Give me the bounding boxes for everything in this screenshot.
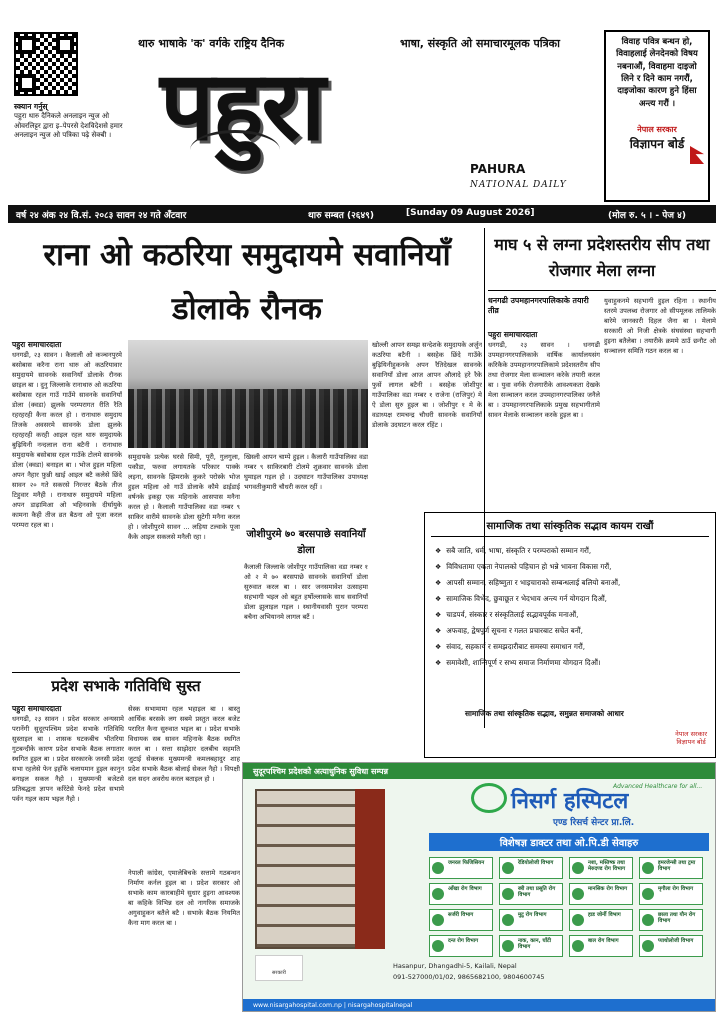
service-item: इमरजेन्सी तथा ट्रमा विभाग <box>639 857 703 879</box>
list-item: ❖ समावेशी, शान्तिपूर्ण र सभ्य समाज निर्माणमा योगदान दिऔं। <box>435 655 707 671</box>
dowry-ad-board: विज्ञापन बोर्ड <box>629 136 685 151</box>
qr-note <box>14 102 126 140</box>
list-item: ❖ चाडपर्व, संस्कार र संस्कृतिलाई सद्भावपूर्वक मनाऔं, <box>435 607 707 623</box>
newspaper-subtitle: NATIONAL DAILY <box>470 180 567 190</box>
service-item: सर्जरी विभाग <box>429 909 493 931</box>
service-item: दन्त रोग विभाग <box>429 935 493 957</box>
tagline-right: भाषा, संस्कृति ओ समाचारमूलक पत्रिका <box>400 37 560 50</box>
harmony-list <box>425 537 715 671</box>
story5-headline[interactable]: प्रदेश सभाके गतिविधि सुस्त <box>51 677 201 695</box>
issue-strip <box>8 205 716 223</box>
service-item: नशा, मस्तिष्क तथा मेरुदण्ड रोग विभाग <box>569 857 633 879</box>
qr-text: पहुरा थारु दैनिकले अनलाइन न्युज ओ ओवरलिट्टर द्वारा इ–पेपरसे देशविदेशसे हमार अनलाइन न्युज ओ पत्रिका पढ़े सेक्बी । <box>14 112 123 139</box>
lead-byline: पहुरा समाचारदाता <box>12 340 62 349</box>
hospital-address-block <box>393 961 544 983</box>
divider <box>488 290 716 291</box>
hospital-name: निसर्ग हस्पिटल <box>511 789 629 814</box>
service-item: आँखा रोग विभाग <box>429 883 493 905</box>
harmony-board-name: विज्ञापन बोर्ड <box>676 737 706 746</box>
divider <box>12 672 240 673</box>
service-item: नाक, कान, घाँटी विभाग <box>499 935 563 957</box>
tagline-left: थारु भाषाके 'क' वर्गके राष्ट्रिय दैनिक <box>138 37 285 50</box>
list-item: ❖ सबै जाति, धर्म, भाषा, संस्कृति र परम्पराको सम्मान गरौं, <box>435 543 707 559</box>
hospital-slogan: Advanced Healthcare for all... <box>613 783 703 790</box>
newspaper-name-latin: PAHURA <box>470 162 526 176</box>
story2-kicker: धनगढी उपमहानगरपालिकाके तयारी तीव्र <box>488 296 589 315</box>
dowry-ad-message: विवाह पवित्र बन्धन हो, विवाहलाई लेनदेनको विषय नबनाऔं, विवाहमा दाइजो लिने र दिने काम नगरौं, दाइजोका कारण हुने हिंसा अन्त्य गरौं । <box>616 37 698 109</box>
list-item: ❖ आपसी सम्मान, सहिष्णुता र भाइचाराको सम्बन्धलाई बलियो बनाऔं, <box>435 575 707 591</box>
qr-title: स्क्यान गर्नुस् <box>14 102 48 111</box>
hospital-services-band: विशेषज्ञ डाक्टर तथा ओ.पि.डी सेवाहरु <box>429 833 709 851</box>
service-item: मानसिक रोग विभाग <box>569 883 633 905</box>
dowry-ad-gov: नेपाल सरकार <box>637 124 677 134</box>
hospital-address: Hasanpur, Dhangadhi-5, Kailali, Nepal <box>393 962 517 970</box>
harmony-gov <box>675 731 707 747</box>
qr-code[interactable] <box>14 32 78 96</box>
list-item: ❖ संवाद, सहकार्य र समझदारीबाट समस्या समाधान गरौं, <box>435 639 707 655</box>
story2-headline[interactable]: माघ ५ से लग्ना प्रदेशस्तरीय सीप तथा रोजगार मेला लग्ना <box>494 235 710 280</box>
list-item: ❖ अफवाह, द्वेषपूर्ण सूचना र गलत प्रचारबाट सचेत बनौं, <box>435 623 707 639</box>
story5-col3: नेपाली कांग्रेस, एमालेबिचके सत्तामे गठबन्धन निर्माण कर्नल हुइल बा । प्रदेश सरकार ओ सभाके काम कारबाहीमे सुधार हुइना आवश्यक बा कहिके विभिन्न दल ओ नागरिक समाजके अगुवाहुकन बतैले बटै । सभाके बैठक नियमित कैना माग करल बा । <box>128 869 240 928</box>
issue-info: वर्ष २४ अंक २४ वि.सं. २०८३ सावन २४ गते अँटवार <box>16 211 187 221</box>
service-item: छाला तथा यौन रोग विभाग <box>639 909 703 931</box>
service-item: रेडियोलोजी विभाग <box>499 857 563 879</box>
service-item: स्त्री तथा प्रसूति रोग विभाग <box>499 883 563 905</box>
hospital-ad[interactable] <box>242 762 716 1012</box>
english-date: [Sunday 09 August 2026] <box>406 208 535 218</box>
emblem-icon <box>190 130 280 170</box>
lead-col1: धनगढी, २३ सावन । कैलाली ओ कञ्चनपुरमे बसोबास करैना राना थारु ओ कठरियावार समुदायमे सावनके सवानियाँ डोलाके रौनक छाइल बा । दुनु जिल्लाके रानाथारु ओ कठरिया बसोबास रहल गाउँ गाउँमे सावनके सवानियाँ डोला (क्वडा) झुलके परम्परागत रीति रैति रहरहरही कैना करल हो । रानाथारु समुदाय तिजके अवसरमे सावनके डोला झुलके रहरहरही करही आइल रहल थारु समुदायके बुढ़ियिनी नन्दलाल राना बटैनी । रानाथारु समुदायके बसोबास रहल गाउँके टोलमे सावनके डोला (क्वडा) बनाइल बा । भोज हुइल महिला अपन नैहार फ़ुन्नी खाई आइल बटै कलेसे छिंदे सावन २० गते सकरसे निरन्तर बैठके तीज टिहुवार मनैही । रानाथारु समुदायमे महिला अपन डाढ़ामिआ ओ भहिनवाके दीर्घायुके कामना कैही तीज व्रत बैठना ओ पूजा करल परम्परा रहल बा । <box>12 351 122 530</box>
tharu-year: थारु सम्बत (२६४९) <box>308 211 374 221</box>
dowry-ad <box>604 30 710 202</box>
service-item: मृगौला रोग विभाग <box>639 883 703 905</box>
service-item: प्याथोलोजी विभाग <box>639 935 703 957</box>
lead-photo <box>128 340 368 448</box>
story2-byline: पहुरा समाचारदाता <box>488 330 538 339</box>
story2-col2: युवाहुकनमे सहभागी हुइल रहिना । स्थानीय स्तरमे उपलब्ध रोजगार ओ सीपमूलक तालिमके बारेमे जानकारी दिहल जैना बा । मेलामे सरकारी ओ निजी क्षेत्रके संघसंस्था सहभागी हुइना बतैलेबा । तयारीके क्रममे ठाउँ छनौट ओ सञ्चालन समिति गठन करल बा । <box>604 297 716 356</box>
lead-col3: खिस्ली आपन चाम्पे हुइल । कैलारी गाउँपालिका वडा नम्बर ९ साकिरबारी टोलमे शुक्रवार सावनके डोला घुमाइल गइल हो । उदघाटन गाउँपालिका उपाध्यक्ष भगवतीकुमारी चौधरी करल रहीं । <box>244 453 368 492</box>
hospital-ad-topbar: सुदूरपश्चिम प्रदेशको अत्याधुनिक सुविधा सम्पन्न <box>243 763 716 779</box>
service-item: मुटु रोग विभाग <box>499 909 563 931</box>
service-item: बाल रोग विभाग <box>569 935 633 957</box>
story5-col1: धनगढी, २३ सावन । प्रदेश सरकार अन्यसामे परानेंगी सुदूरपश्चिम प्रदेश सभाके गतिविधि सुस्ताइल बा । शासक घटकबीच भीतरिया गुटबन्दीके कारण प्रदेश सभाके बैठक लगातार स्थगित हुइल बा । प्रदेश सरकारके जनसी प्रदेश सभा रहलेसे फेन इहाँके चलायमान हुइल कानुन बनाइल सकल नैहो । मुख्यमन्त्री बजेटसे प्रतिबद्धता ज्ञापन करिंटेसे फेनदे प्रदेश सभामे पर्वन गइल काम भइल नैहो । <box>12 715 124 804</box>
story3-col: कैलाली जिल्लाके जोशीपुर गाउँपालिका वडा नम्बर १ ओ २ मे ७० बरसपाछे सावनके सवानियाँ डोला सुरुवात करल बा । सार जनसमावेश उत्साहमा सहभागी भइल ओ बहुत हर्षोल्लासके साथ सवानियाँ डोला झुलाइल गइल । स्थानीयवासी पुरान परम्परा बचैना अभियानमे लागल बटैं । <box>244 563 368 622</box>
story5-byline: पहुरा समाचारदाता <box>12 704 62 713</box>
list-item: ❖ विविधतामा एकता नेपालको पहिचान हो भन्ने भावना विकास गरौं, <box>435 559 707 575</box>
harmony-title: सामाजिक तथा सांस्कृतिक सद्भाव कायम राखौं <box>431 513 709 537</box>
service-item: हाड जोर्नी विभाग <box>569 909 633 931</box>
list-item: ❖ सामाजिक विभेद, छुवाछूत र भेदभाव अन्त्य गर्न योगदान दिऔं, <box>435 591 707 607</box>
lead-col2: समुदायके प्रत्येक घरसे सिमी, पूरी, गुलगुला, पकौडा, फरुवा लगायतके परिकार पाक्के लइना, सावनके झिमराके कुकरे परोस्के भोज हुइल महिला ओ गाउँ डोलाके कौमे ढाईडाई वर्षनके इकट्ठा एक महिनाके आसपास मनैना करल हो । कैलाली गाउँपालिका वडा नम्बर ९ साकिर वारीमे सावनके डोला सुटेगी मनैना करल हो । जोशीपुरमे सावन ... लड़िया टल्वाके पूजा कैके आइल सकलसे मनैली रहा । <box>128 453 240 542</box>
harmony-footer: सामाजिक तथा सांस्कृतिक सद्भाव, समुन्नत समाजको आधार <box>465 709 624 718</box>
story2-col1: धनगढी, २३ सावन । धनगढी उपमहानगरपालिकाके वार्षिक कार्यालयसंग करिकैके उपमहानगरपालिकामे प्रदेशस्तरीय सीप तथा रोजगार मेला सञ्चालन करेके तयारी करल बा । युवा वर्गके रोजगारीके आवश्यकता देखके मेला सञ्चालन करल उपमहानगरपालिका जनैले बा । उपमहानगरपालिकाके प्रमुख सहभागीतामे सावन मेलाके सञ्चालन करके हुइल बा । <box>488 341 600 420</box>
hospital-logo-icon <box>471 783 507 813</box>
harmony-gov-name: नेपाल सरकार <box>675 730 707 738</box>
newspaper-name: पहुरा <box>160 50 324 162</box>
price: (मोल रु. ५ । - पेज ४) <box>608 211 686 221</box>
story4-col: खोल्ली आपन समझ सन्देशके समुदायके अर्जुन कठरिया बटैनी । बसहेक छिंदे गाउँके बुढ़ियिनीहुकनके अपन रैतिदेखल सावनके सवानियाँ डोला आज आपन औलादे हरे रैके फुसें लागल बटैनी । बसहेक जोशीपुर गाउँपालिका वडा नम्बर १ राजेना (राजिपुर) मे ऐ डोला सुरु हुइल बा । जोशीपुर १ मे के वडाध्यक्ष रामचन्द्र चौधरी सावनके सवानियाँ डोलाके उदघाटन करल रहिंट । <box>372 341 482 430</box>
story5-col2: सेस्क सभामामा रहल भहाइल बा । बास्तु आर्थिक बरसके लग सबमे प्रस्तुत करल बजेट परारित कैना सुरुवात भइल बा । प्रदेश सभाके विधायक सब सावन महिनाके बैठक स्थगित करल बा । सत्ता साझेदार दलबीच सहमति जुटाई सेक्लक मुख्यमन्त्री कमलबहादुर शाह प्रदेश सभाके बैठक बोलाई सेकल नैहो । विपक्षी दल सदन अवरोध करल बताइल हो । <box>128 705 240 784</box>
hospital-web[interactable]: www.nisargahospital.com.np | nisargahospitalnepal <box>243 999 716 1012</box>
partner-logo: सरकारी <box>255 955 303 981</box>
story3-headline[interactable]: जोशीपुरमे ७० बरसपाछे सवानियाँ डोला <box>246 529 366 556</box>
hospital-phone[interactable]: 091-527000/01/02, 9865682100, 9804600745 <box>393 973 545 982</box>
lead-headline[interactable]: राना ओ कठरिया समुदायमे सवानियाँ डोलाके रौनक <box>43 237 451 327</box>
harmony-box <box>424 512 716 758</box>
service-item: जनरल फिजिसियन <box>429 857 493 879</box>
hospital-subname: एण्ड रिसर्च सेन्टर प्रा.लि. <box>553 818 635 828</box>
hospital-building-side <box>355 789 385 949</box>
